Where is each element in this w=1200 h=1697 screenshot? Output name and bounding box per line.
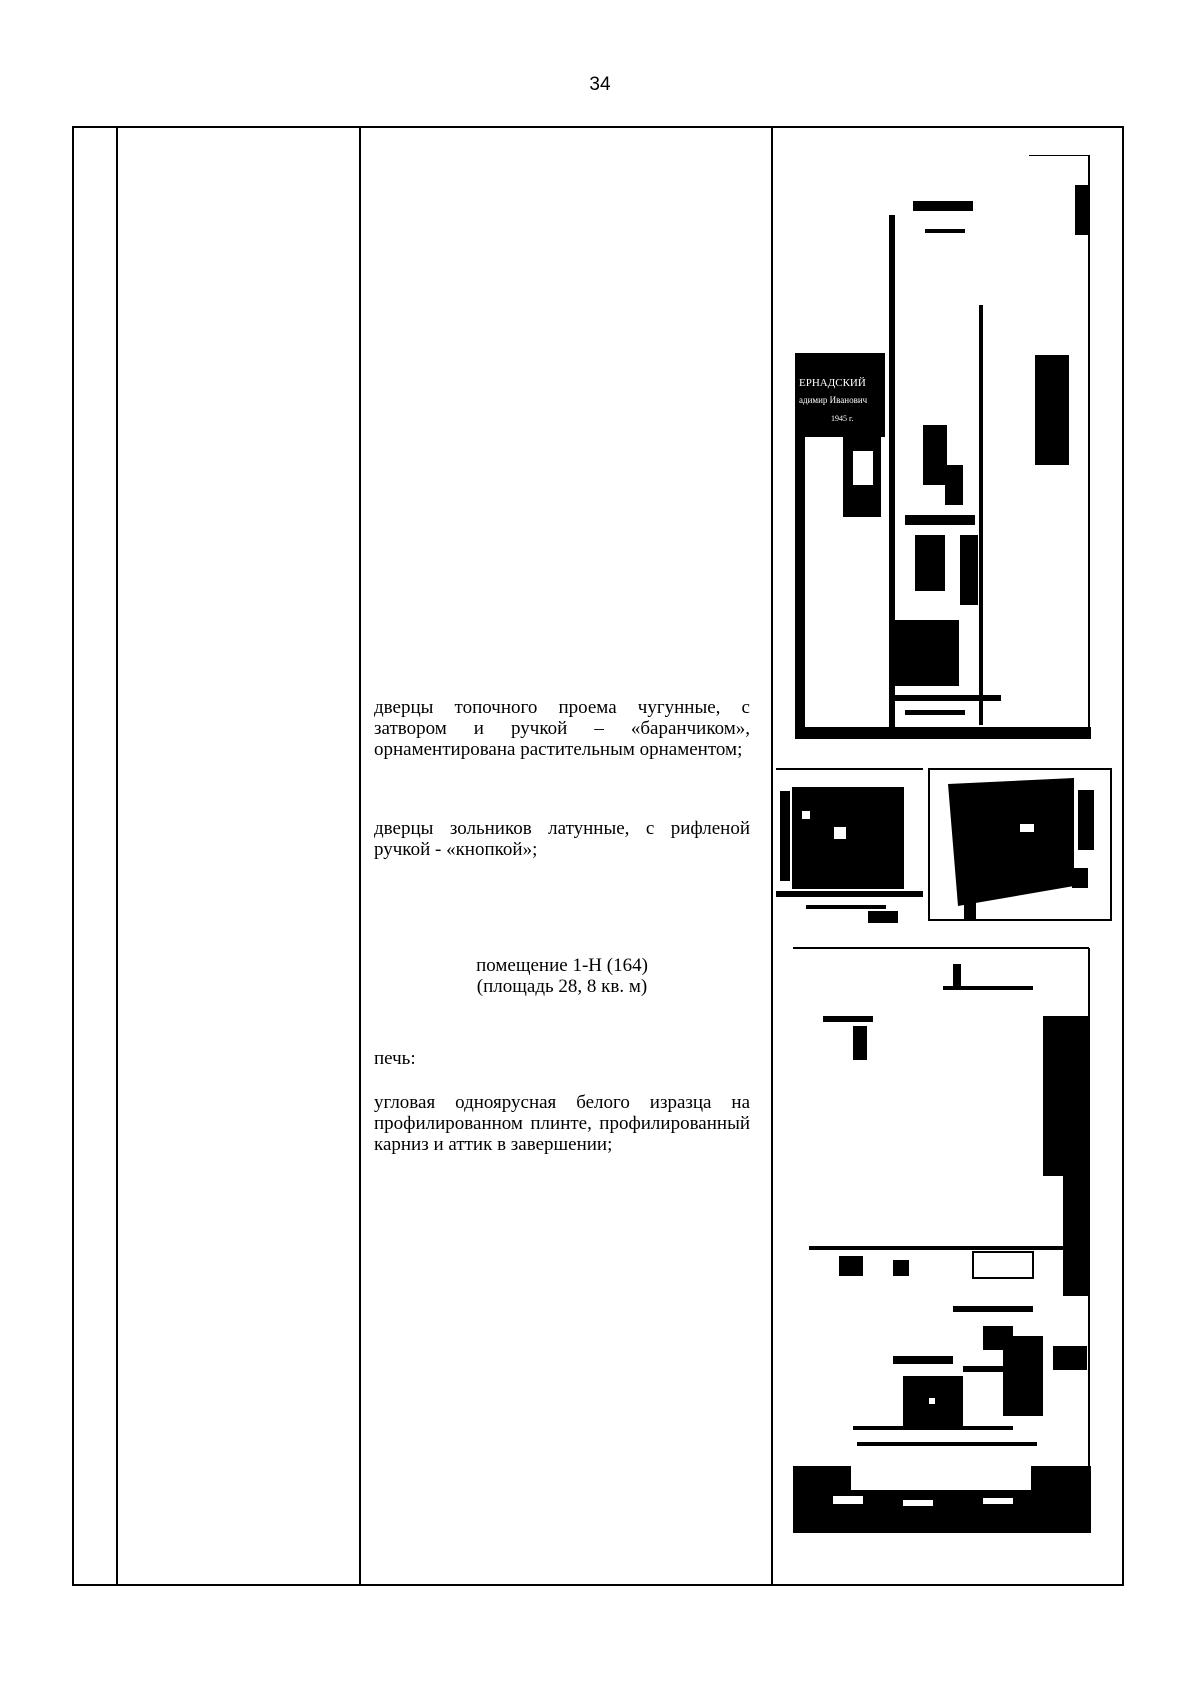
paragraph-fire-door: дверцы топочного проема чугунные, с затвором и ручкой – «баранчиком», орнаментирована растительным орнаментом; — [374, 697, 750, 760]
stove-label: печь: — [374, 1048, 416, 1069]
paragraph-ash-door: дверцы зольников латунные, с рифленой ручкой - «кнопкой»; — [374, 818, 750, 860]
paragraph-stove: угловая одноярусная белого изразца на профилированном плинте, профилированный карниз и аттик в завершении; — [374, 1092, 750, 1155]
description-stove — [374, 1092, 750, 1155]
photo-fire-door — [776, 765, 923, 923]
room-number: помещение 1-Н (164) — [476, 955, 648, 976]
poster-text-3: 1945 г. — [831, 414, 854, 423]
photo-white-stove — [793, 946, 1091, 1533]
column-divider-3 — [771, 128, 773, 1584]
poster-text-2: адимир Иванович — [799, 395, 868, 405]
room-heading — [374, 955, 750, 997]
room-area: (площадь 28, 8 кв. м) — [476, 976, 648, 997]
description-fire-door — [374, 697, 750, 760]
description-ash-door — [374, 818, 750, 860]
photo-stove-with-poster — [795, 155, 1091, 739]
page-number: 34 — [589, 74, 611, 95]
poster-text-1: ЕРНАДСКИЙ — [799, 377, 866, 389]
photo-ash-door — [928, 768, 1112, 921]
stove-label-block — [374, 1048, 750, 1069]
column-divider-1 — [116, 128, 118, 1584]
column-divider-2 — [359, 128, 361, 1584]
